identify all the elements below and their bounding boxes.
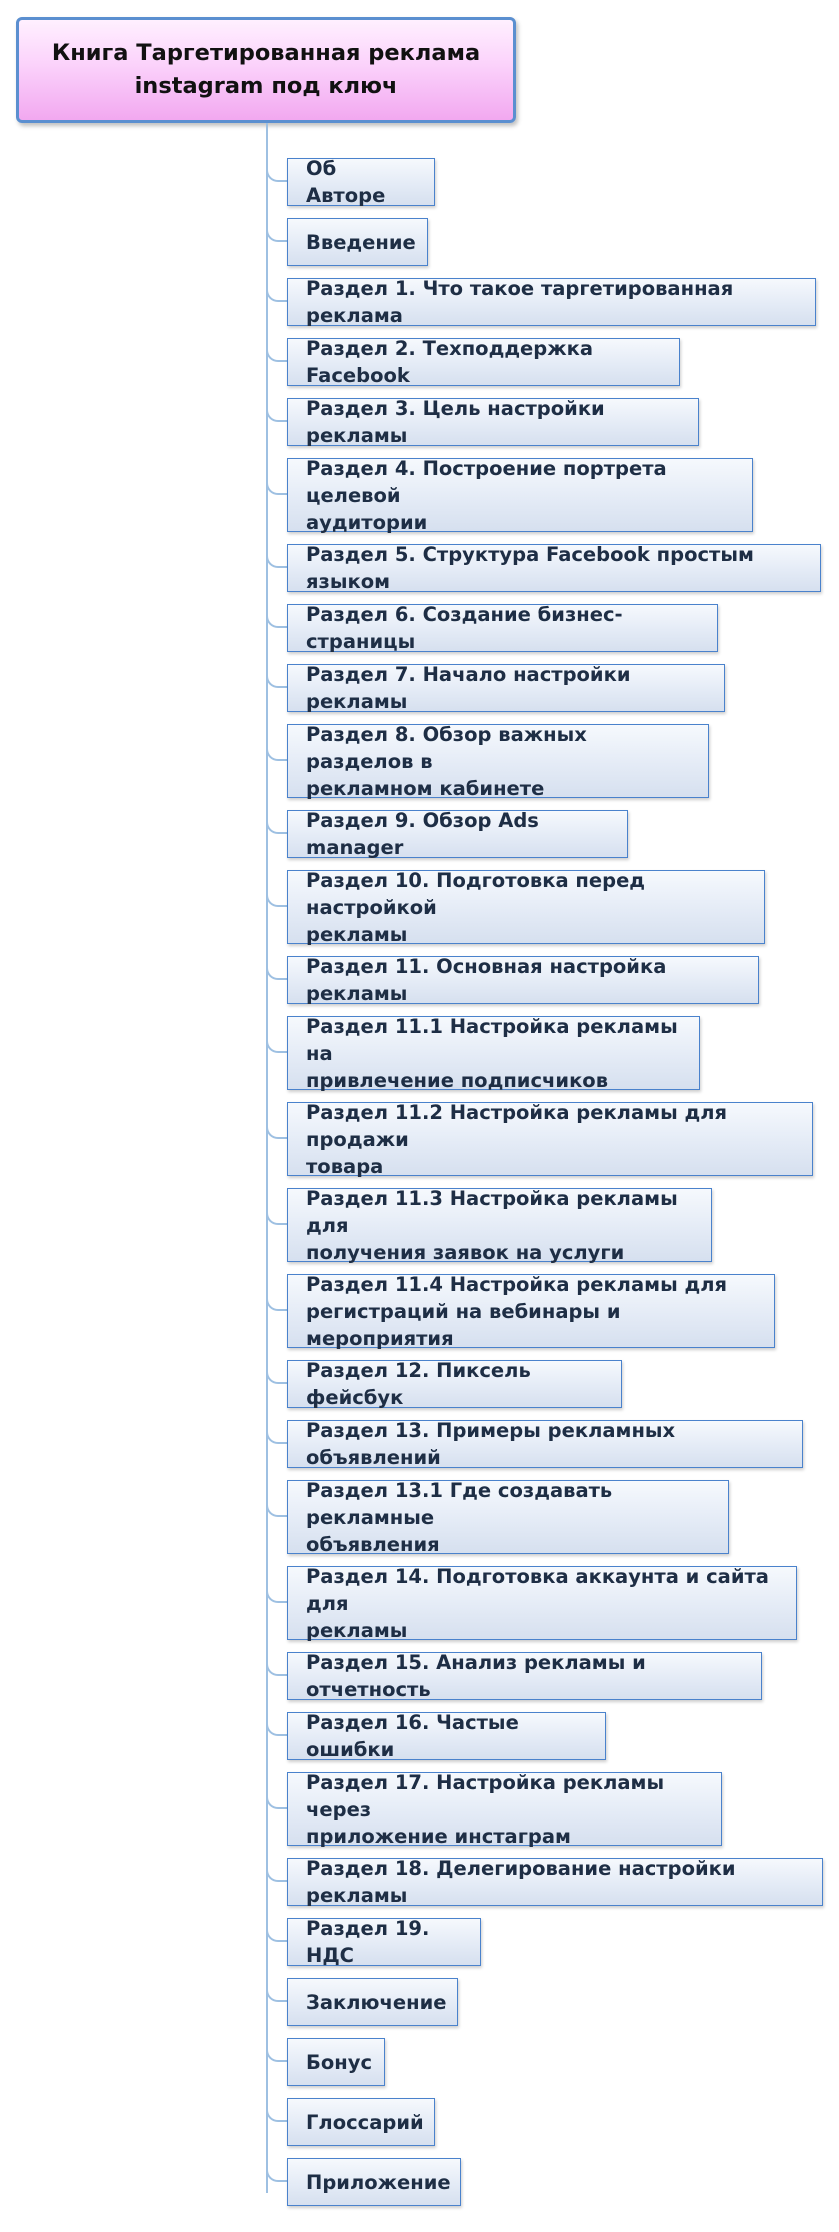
root-topic[interactable] [16,17,516,123]
subtopic-label: Раздел 17. Настройка рекламы через приложение инстаграм [306,1770,665,1848]
subtopic-node[interactable] [287,1102,813,1176]
subtopic-label: Введение [306,230,416,254]
subtopic-label: Раздел 11.3 Настройка рекламы для получения заявок на услуги [306,1186,678,1264]
subtopic-label: Раздел 11.1 Настройка рекламы на привлечение подписчиков [306,1014,678,1092]
root-title: Книга Таргетированная реклама instagram под ключ [51,40,481,99]
subtopic-label: Раздел 9. Обзор Ads manager [306,809,539,859]
subtopic-node[interactable] [287,1480,729,1554]
subtopic-node[interactable] [287,1772,722,1846]
subtopic-node[interactable] [287,664,725,712]
trunk-connector [266,123,268,2193]
subtopic-node[interactable] [287,1712,606,1760]
subtopic-label: Глоссарий [306,2110,424,2134]
subtopic-node[interactable] [287,2038,385,2086]
subtopic-node[interactable] [287,1918,481,1966]
subtopic-node[interactable] [287,810,628,858]
subtopic-label: Раздел 2. Техподдержка Facebook [306,337,594,387]
subtopic-node[interactable] [287,544,821,592]
subtopic-label: Приложение [306,2170,451,2194]
subtopic-node[interactable] [287,278,816,326]
subtopic-node[interactable] [287,956,759,1004]
subtopic-label: Раздел 14. Подготовка аккаунта и сайта для рекламы [306,1564,769,1642]
subtopic-node[interactable] [287,338,680,386]
subtopic-label: Раздел 7. Начало настройки рекламы [306,663,631,713]
subtopic-label: Раздел 5. Структура Facebook простым языком [306,543,754,593]
subtopic-node[interactable] [287,2098,435,2146]
subtopic-node[interactable] [287,458,753,532]
subtopic-node[interactable] [287,724,709,798]
subtopic-node[interactable] [287,1016,700,1090]
subtopic-label: Раздел 11. Основная настройка рекламы [306,955,667,1005]
subtopic-label: Раздел 11.2 Настройка рекламы для продажи товара [306,1100,728,1178]
subtopic-node[interactable] [287,1360,622,1408]
subtopic-node[interactable] [287,218,428,266]
subtopic-label: Раздел 19. НДС [306,1917,430,1967]
subtopic-label: Раздел 13. Примеры рекламных объявлений [306,1419,676,1469]
subtopic-node[interactable] [287,1858,823,1906]
subtopic-node[interactable] [287,1652,762,1700]
subtopic-label: Раздел 8. Обзор важных разделов в рекламном кабинете [306,722,587,800]
subtopic-label: Раздел 12. Пиксель фейсбук [306,1359,531,1409]
subtopic-label: Раздел 1. Что такое таргетированная реклама [306,277,734,327]
subtopic-label: Раздел 18. Делегирование настройки рекламы [306,1857,736,1907]
subtopic-node[interactable] [287,1978,458,2026]
subtopic-label: Раздел 11.4 Настройка рекламы для регистраций на вебинары и мероприятия [306,1272,728,1350]
subtopic-label: Раздел 6. Создание бизнес-страницы [306,603,623,653]
subtopic-label: Раздел 4. Построение портрета целевой аудитории [306,456,667,534]
subtopic-node[interactable] [287,1274,775,1348]
subtopic-node[interactable] [287,158,435,206]
subtopic-label: Раздел 16. Частые ошибки [306,1711,519,1761]
subtopic-label: Об Авторе [306,157,386,207]
subtopic-node[interactable] [287,2158,461,2206]
subtopic-label: Заключение [306,1990,447,2014]
subtopic-label: Раздел 13.1 Где создавать рекламные объявления [306,1478,613,1556]
subtopic-label: Раздел 15. Анализ рекламы и отчетность [306,1651,646,1701]
subtopic-label: Раздел 10. Подготовка перед настройкой рекламы [306,868,646,946]
subtopic-label: Раздел 3. Цель настройки рекламы [306,397,605,447]
subtopic-node[interactable] [287,604,718,652]
subtopic-label: Бонус [306,2050,373,2074]
subtopic-node[interactable] [287,1420,803,1468]
subtopic-node[interactable] [287,398,699,446]
subtopic-node[interactable] [287,1188,712,1262]
subtopic-node[interactable] [287,1566,797,1640]
subtopic-node[interactable] [287,870,765,944]
